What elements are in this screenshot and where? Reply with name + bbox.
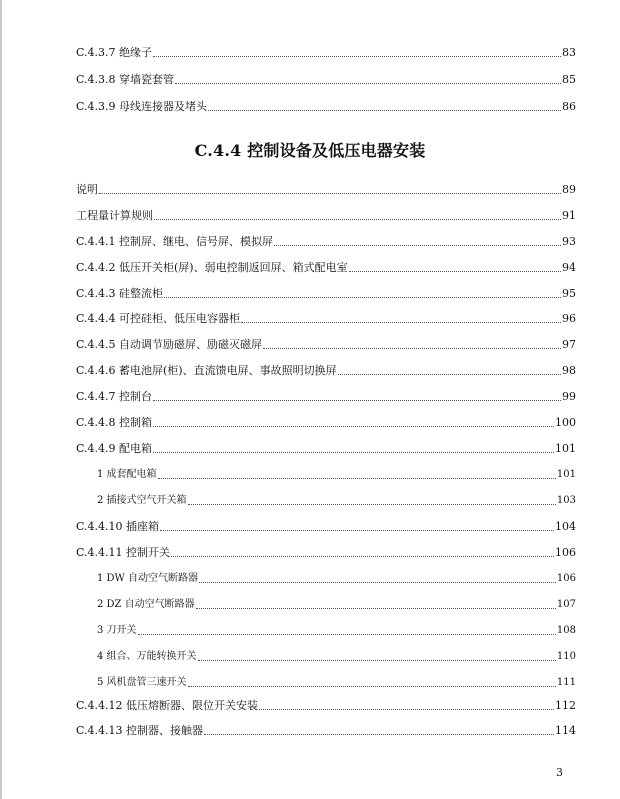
dot-leader <box>349 271 561 272</box>
toc-subentry[interactable] <box>97 624 576 638</box>
dot-leader <box>175 83 561 84</box>
toc-entry-page: 100 <box>555 416 576 429</box>
toc-entry-page: 94 <box>562 261 576 274</box>
toc-entry-label: C.4.4.1 控制屏、继电、信号屏、模拟屏 <box>76 235 274 248</box>
toc-entry-label: C.4.4.11 控制开关 <box>76 546 171 559</box>
toc-entry-c4-4-3[interactable] <box>76 287 576 301</box>
toc-entry-page: 95 <box>562 287 576 300</box>
toc-entry-label: C.4.4.12 低压熔断器、限位开关安装 <box>76 699 259 712</box>
toc-entry-c4-4-11[interactable] <box>76 546 576 560</box>
dot-leader <box>153 426 554 427</box>
dot-leader <box>138 634 556 635</box>
page-number: 3 <box>556 766 563 779</box>
dot-leader <box>204 734 554 735</box>
dot-leader <box>208 110 561 111</box>
dot-leader <box>164 297 561 298</box>
dot-leader <box>196 608 556 609</box>
toc-entry-page: 97 <box>562 338 576 351</box>
toc-entry-c4-3-9[interactable] <box>76 100 576 114</box>
toc-entry-label: 1 DW 自动空气断路器 <box>97 573 199 584</box>
dot-leader <box>153 400 561 401</box>
toc-entry-page: 101 <box>555 442 576 455</box>
toc-entry-c4-4-8[interactable] <box>76 416 576 430</box>
dot-leader <box>199 582 556 583</box>
toc-entry-page: 110 <box>556 651 576 662</box>
dot-leader <box>188 504 556 505</box>
toc-entry-page: 107 <box>556 599 576 610</box>
toc-entry-c4-3-8[interactable] <box>76 73 576 87</box>
toc-entry-label: C.4.4.2 低压开关柜(屏)、弱电控制返回屏、箱式配电室 <box>76 261 348 274</box>
toc-entry-c4-4-5[interactable] <box>76 338 576 352</box>
toc-subentry[interactable] <box>97 650 576 664</box>
toc-entry-rules[interactable] <box>76 209 576 223</box>
toc-entry-page: 101 <box>556 469 576 480</box>
toc-entry-page: 96 <box>562 312 576 325</box>
toc-subentry[interactable] <box>97 468 576 482</box>
toc-entry-page: 98 <box>562 364 576 377</box>
toc-entry-c4-4-7[interactable] <box>76 390 576 404</box>
toc-entry-label: 5 风机盘管三速开关 <box>97 677 187 688</box>
toc-subentry[interactable] <box>97 598 576 612</box>
dot-leader <box>263 348 561 349</box>
toc-entry-label: C.4.4.13 控制器、接触器 <box>76 724 204 737</box>
dot-leader <box>99 193 561 194</box>
toc-entry-page: 86 <box>562 100 576 113</box>
toc-entry-page: 91 <box>562 209 576 222</box>
toc-subentry[interactable] <box>97 572 576 586</box>
toc-entry-c4-4-12[interactable] <box>76 699 576 713</box>
toc-entry-page: 104 <box>555 520 576 533</box>
toc-entry-intro[interactable] <box>76 183 576 197</box>
toc-entry-label: C.4.4.10 插座箱 <box>76 520 160 533</box>
dot-leader <box>338 374 561 375</box>
toc-entry-page: 85 <box>562 73 576 86</box>
toc-entry-c4-4-4[interactable] <box>76 312 576 326</box>
toc-entry-label: C.4.4.7 控制台 <box>76 390 153 403</box>
dot-leader <box>241 322 561 323</box>
toc-entry-label: C.4.4.3 硅整流柜 <box>76 287 164 300</box>
dot-leader <box>158 478 556 479</box>
toc-entry-page: 106 <box>556 573 576 584</box>
toc-entry-label: 3 刀开关 <box>97 625 137 636</box>
toc-entry-c4-4-13[interactable] <box>76 724 576 738</box>
toc-entry-label: C.4.4.5 自动调节励磁屏、励磁灭磁屏 <box>76 338 263 351</box>
toc-entry-label: C.4.3.9 母线连接器及堵头 <box>76 100 208 113</box>
toc-entry-page: 114 <box>555 724 576 737</box>
toc-entry-label: 2 DZ 自动空气断路器 <box>97 599 195 610</box>
toc-entry-label: C.4.4.4 可控硅柜、低压电容器柜 <box>76 312 241 325</box>
toc-entry-page: 89 <box>562 183 576 196</box>
dot-leader <box>259 709 554 710</box>
toc-entry-c4-3-7[interactable] <box>76 46 576 60</box>
toc-entry-label: 4 组合、万能转换开关 <box>97 651 197 662</box>
toc-entry-label: C.4.4.8 控制箱 <box>76 416 153 429</box>
toc-subentry[interactable] <box>97 676 576 690</box>
toc-entry-c4-4-10[interactable] <box>76 520 576 534</box>
toc-entry-page: 99 <box>562 390 576 403</box>
dot-leader <box>153 56 561 57</box>
toc-entry-page: 103 <box>556 495 576 506</box>
toc-entry-page: 93 <box>562 235 576 248</box>
toc-entry-label: 工程量计算规则 <box>76 209 153 222</box>
section-heading: C.4.4 控制设备及低压电器安装 <box>194 141 426 160</box>
toc-entry-page: 106 <box>555 546 576 559</box>
toc-entry-c4-4-2[interactable] <box>76 261 576 275</box>
toc-entry-c4-4-1[interactable] <box>76 235 576 249</box>
toc-entry-label: C.4.3.7 绝缘子 <box>76 46 153 59</box>
toc-entry-page: 108 <box>556 625 576 636</box>
dot-leader <box>274 245 561 246</box>
toc-entry-page: 83 <box>562 46 576 59</box>
toc-entry-page: 111 <box>556 677 576 688</box>
dot-leader <box>154 219 561 220</box>
dot-leader <box>198 660 556 661</box>
toc-entry-label: C.4.4.6 蓄电池屏(柜)、直流馈电屏、事故照明切换屏 <box>76 364 337 377</box>
dot-leader <box>160 530 554 531</box>
toc-entry-label: 说明 <box>76 183 98 196</box>
toc-entry-label: C.4.4.9 配电箱 <box>76 442 153 455</box>
toc-entry-c4-4-6[interactable] <box>76 364 576 378</box>
dot-leader <box>188 686 556 687</box>
toc-entry-label: C.4.3.8 穿墙瓷套管 <box>76 73 175 86</box>
toc-entry-label: 1 成套配电箱 <box>97 469 157 480</box>
toc-entry-c4-4-9[interactable] <box>76 442 576 456</box>
dot-leader <box>171 556 554 557</box>
toc-entry-page: 112 <box>555 699 576 712</box>
toc-subentry[interactable] <box>97 494 576 508</box>
page-edge <box>0 0 2 799</box>
toc-entry-label: 2 插接式空气开关箱 <box>97 495 187 506</box>
dot-leader <box>153 452 554 453</box>
